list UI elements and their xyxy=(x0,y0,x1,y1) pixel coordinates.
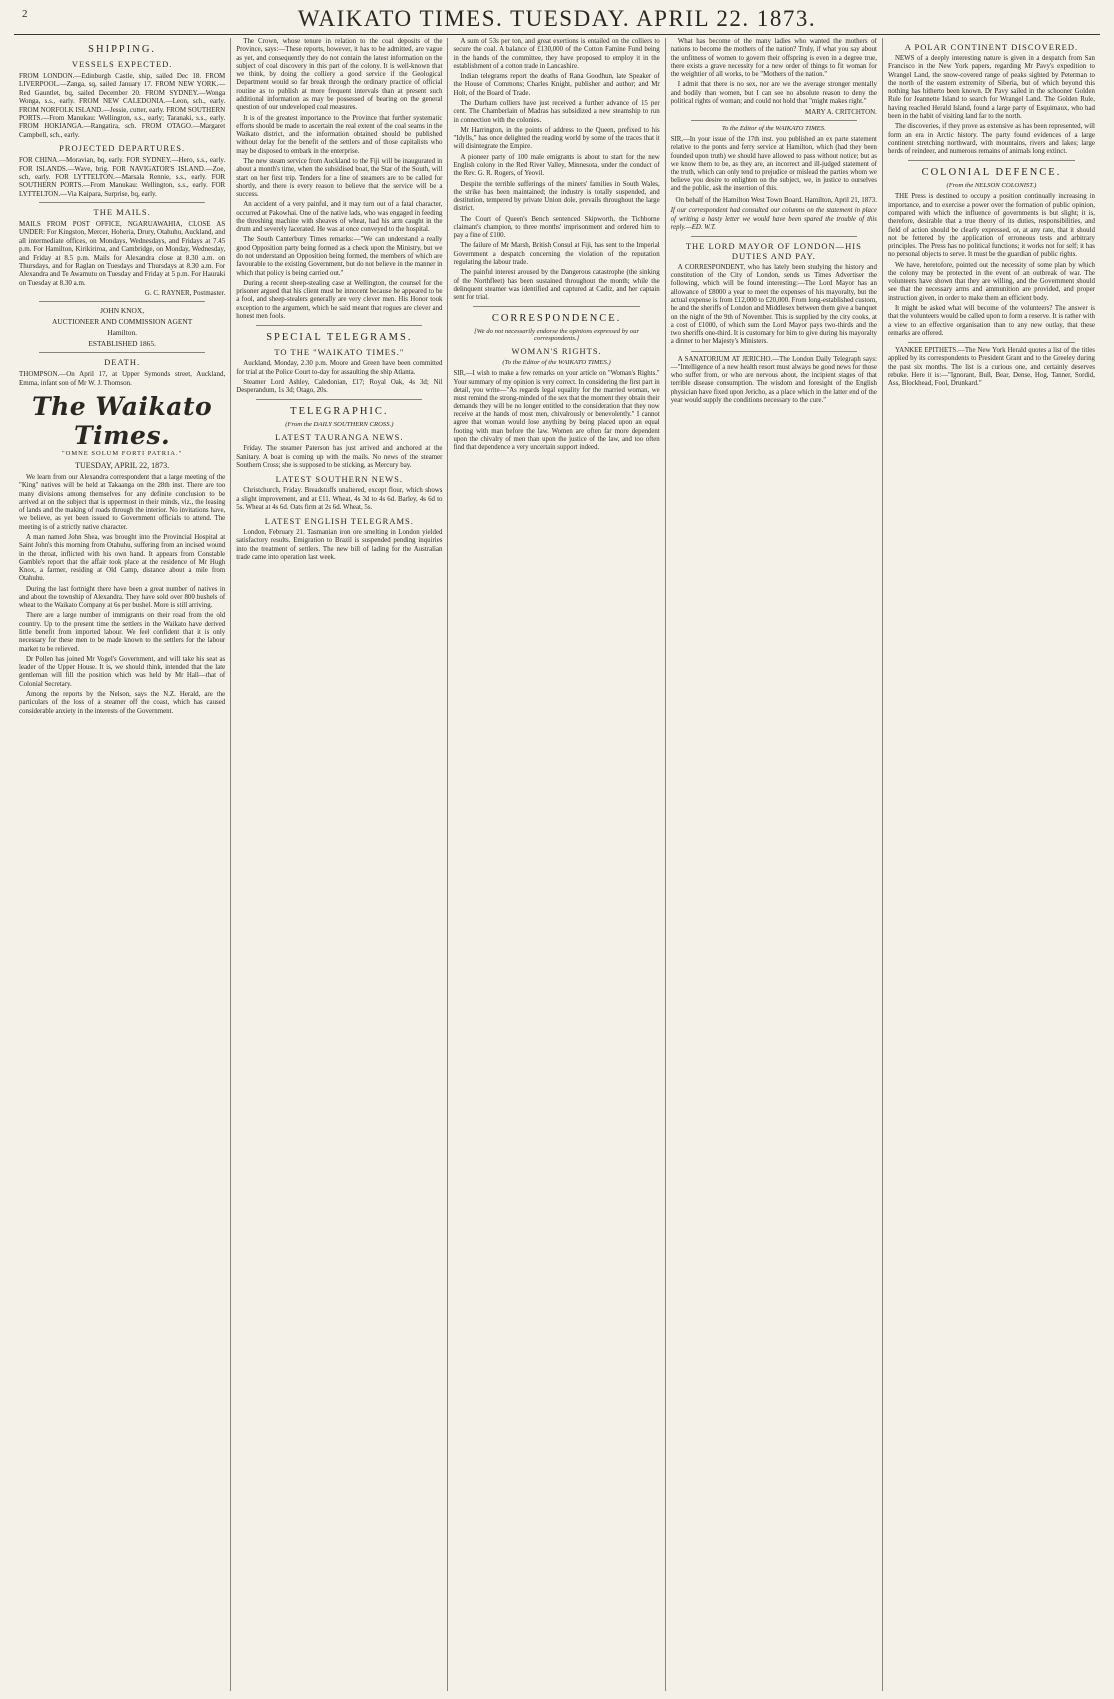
polar-continent-article: NEWS of a deeply interesting nature is given in a despatch from San Francisco in the New York papers, regarding Mr Pavy's expedition to Wrangel Land, the snow-covered range of peaks sighted by Peterman to the north of the eastern extremity of Siberia, but of which beyond this nothing has hitherto been known. Dr Pavy sailed in the schooner Golden Rule for Jeannette Island to search for Wrangel Land. The Golden Rule, having reached Herald Island, found a large party of Esquimaux, who had been in the habit of visiting land far to the north. xyxy=(887,55,1095,120)
southern-news-heading: LATEST SOUTHERN NEWS. xyxy=(275,474,404,485)
yankee-epithets-article: YANKEE EPITHETS.—The New York Herald quotes a list of the titles applied by its correspondents to President Grant and to the Greeley during the past six months. The list is a curious one, and certainly deserves rebuke. Here it is:—"Ignorant, Bull, Bear, Dense, Hog, Tanner, Sordid, Ass, Blockhead, Fool, Drunkard." xyxy=(887,347,1095,388)
article-paragraph: Indian telegrams report the deaths of Rana Goodhun, late Speaker of the House of Commons; Charles Knight, publisher and author; and Mr Holt, of the Board of Trade. xyxy=(453,73,660,97)
tauranga-news-heading: LATEST TAURANGA NEWS. xyxy=(275,432,404,443)
polar-continent-article: The discoveries, if they prove as extensive as has been represented, will form an era in Arctic history. The party found evidences of a large continent stretching northward, with mountains, rivers and lakes; large herds of reindeer, and numerous remains of animals long extinct. xyxy=(887,123,1095,156)
column-5 xyxy=(883,38,1100,1691)
article-paragraph: Dr Pollen has joined Mr Vogel's Government, and will take his seat as leader of the Upper House. It is, we should think, intended that the late gentleman will fill the position which was held by Mr Hall—that of Colonial Secretary. xyxy=(19,655,226,688)
colonial-defence-article: THE Press is destined to occupy a position continually increasing in importance, and to exercise a power over the formation of public opinion, compared with which the influence of governments is but slight; it is, therefore, desirable that a true theory of its duties, responsibilities, and field of action should be clearly expressed, or, at any rate, that it should not be fettered by the application of erroneous tests and arbitrary principles. The Press has no political functions; it works not for self; it has no personal objects to serve. It must be the guardian of public rights. xyxy=(887,193,1095,259)
page-number: 2 xyxy=(22,8,28,20)
letter-addressee: To the Editor of the WAIKATO TIMES. xyxy=(721,125,826,133)
womans-rights-heading: WOMAN'S RIGHTS. xyxy=(511,346,602,357)
death-notice: THOMPSON.—On April 17, at Upper Symonds street, Auckland, Emma, infant son of Mr W. J. Thomson. xyxy=(19,370,226,387)
agent-name: JOHN KNOX, xyxy=(100,306,145,316)
divider xyxy=(691,351,857,352)
paper-date: TUESDAY, APRIL 22, 1873. xyxy=(75,460,170,470)
article-paragraph: What has become of the many ladies who wanted the mothers of nations to become the mothers of the nation? Truly, if what you say about the unfitness of women to govern their offspring is even in a degree true, there exists a grave necessity for a new order of things to fit woman for the weightier of all works, to be "Mothers of the nation." xyxy=(670,38,877,79)
english-telegrams-heading: LATEST ENGLISH TELEGRAMS. xyxy=(264,516,414,527)
agent-established: ESTABLISHED 1865. xyxy=(88,339,156,349)
article-paragraph: A man named John Shea, was brought into the Provincial Hospital at Saint John's this morning from Otahuhu, suffering from an incised wound in the throat, inflicted with his own hand. It appears from Constable Gamble's report that the affair took place at the residence of Mr Hugh Knox, a farmer, residing at Old Camp, distance about a mile from Otahuhu. xyxy=(19,533,226,583)
projected-departures-heading: PROJECTED DEPARTURES. xyxy=(59,143,186,154)
article-paragraph: The South Canterbury Times remarks:—"We can understand a really good Opposition party being formed as a check upon the Ministry, but we do not understand an Opposition being formed, the members of which are favourable to the existing Government, but do not believe in the manner in which that policy is being carried out." xyxy=(236,236,443,277)
death-heading: DEATH. xyxy=(104,357,141,368)
divider xyxy=(908,160,1075,161)
colonial-defence-article: It might be asked what will become of the volunteers? The answer is that the volunteers would be called upon to form a reserve. It is rather with a view to an effective organisation than to any new outlay, that these remarks are offered. xyxy=(887,305,1095,337)
article-paragraph: Mr Harrington, in the points of address to the Queen, prefixed to his "Idylls," has once delighted the reading world by some of the traces that it will disintegrate the Empire. xyxy=(453,126,660,151)
article-paragraph: There are a large number of immigrants on their road from the old country. Up to the present time the settlers in the Waikato have derived little benefit from imported labour. We feel confident that it is only necessary for these men to be made known to the settlers for the labour market to be relieved. xyxy=(19,612,226,653)
southern-news-text: Christchurch, Friday. Breadstuffs unaltered, except flour, which shows a slight improvement, and at £11. Wheat, 4s 3d to 4s 6d. Barley, 4s 6d to 5s. Wheat at 4s 6d. Oats firm at 2s 6d. Wheat, 5s. xyxy=(236,487,443,511)
correspondence-heading: CORRESPONDENCE. xyxy=(491,313,622,325)
article-paragraph: It is of the greatest importance to the Province that further systematic efforts should be made to ascertain the real extent of the coal seams in the Waikato district, and the information obtained should be published without delay for the benefit of the settlers and of those capitalists who may be disposed to embark in the enterprise. xyxy=(236,114,443,155)
column-4 xyxy=(666,38,883,1691)
paper-name: The Waikato Times. xyxy=(32,391,213,450)
article-paragraph: Among the reports by the Nelson, says the N.Z. Herald, are the particulars of the loss of a steamer off the coast, which has caused considerable anxiety in the interests of the Government. xyxy=(19,691,226,715)
article-paragraph: The painful interest aroused by the Dangerous catastrophe (the sinking of the Northfleet) has been sustained throughout the month; while the delinquent steamer was identified and captured at Cadiz, and her captain sent for trial. xyxy=(453,269,660,302)
vessels-expected-heading: VESSELS EXPECTED. xyxy=(71,59,173,69)
divider xyxy=(39,352,205,353)
colonial-defence-source: (From the NELSON COLONIST.) xyxy=(946,182,1037,190)
article-paragraph: The Durham colliers have just received a further advance of 15 per cent. The Chamberlain of Madras has subsidized a new steamship to run in connection with the colonies. xyxy=(453,99,660,124)
divider xyxy=(39,202,205,203)
article-paragraph: The Crown, whose tenure in relation to the coal deposits of the Province, says:—These reports, however, it has to be admitted, are vague as yet, and consequently they do not contain the latest information on the subject of coal discovery in this part of the colony. It is well-known that we think, by doing the colliery a good service if the Geological Department would so far break through the ordinary practice of official routine as to publish at more frequent intervals than at present such additional information as may be possessed of bearing on the general question of our undeveloped coal measures. xyxy=(236,38,443,112)
postmaster-signature: G. C. RAYNER, Postmaster. xyxy=(144,289,226,298)
divider xyxy=(39,301,205,302)
english-telegrams-text: London, February 21. Tasmanian iron ore smelting in London yielded satisfactory results. Emigration to Brazil is suspended pending inquiries into the treatment of settlers. The new bill of lading for the Australian trade came into operation last week. xyxy=(236,529,443,561)
divider xyxy=(256,399,422,400)
column-3 xyxy=(448,38,665,1691)
ferry-letter-signature: On behalf of the Hamilton West Town Board. Hamilton, April 21, 1873. xyxy=(675,196,877,205)
article-paragraph: A sum of 53s per ton, and great exertions is entailed on the colliers to secure the coal. A balance of £130,000 of the Cotton Famine Fund being in the hands of the committee, they have proposed to employ it in the establishment of a cotton trade in Lancashire. xyxy=(453,38,660,70)
telegram-item: Auckland, Monday, 2.30 p.m. Moore and Green have been committed for trial at the Police Court to-day for assaulting the ship Atlanta. xyxy=(236,360,443,376)
telegram-item: Steamer Lord Ashley, Caledonian, £17; Royal Oak, 4s 3d; Nil Desperandum, 1s 3d; Otago, 20s. xyxy=(236,378,443,395)
divider xyxy=(256,325,422,326)
colonial-defence-heading: COLONIAL DEFENCE. xyxy=(921,167,1062,179)
polar-continent-heading: A POLAR CONTINENT DISCOVERED. xyxy=(904,42,1079,52)
shipping-heading: SHIPPING. xyxy=(88,44,157,55)
vessels-expected-list: FROM LONDON.—Edinburgh Castle, ship, sailed Dec 18. FROM LIVERPOOL.—Zanga, sq, sailed January 17. FROM NEW YORK.—Red Gauntlet, bq, sailed December 20. FROM SYDNEY.—Wonga Wonga, s.s., early. FROM NEW CALEDONIA.—Leon, sch., early. FROM NORFOLK ISLAND.—Jessie, cutter, early. FROM SOUTHERN PORTS.—From Manukau: Wellington, s.s., early; Taranaki, s.s., early. FROM HOKIANGA.—Rangatira, sch. FROM OTAGO.—Margaret Campbell, sch., early. xyxy=(19,72,226,139)
mails-text: MAILS FROM POST OFFICE, NGARUAWAHIA, CLOSE AS UNDER: For Kingston, Mercer, Hoheria, Drury, Otahuhu, Auckland, and all intermediate offices, on Mondays, Wednesdays, and Fridays at 7.45 p.m. For Hamilton, Kirikiriroa, and Cambridge, on Monday, Wednesday, and Friday at 8.5 p.m. Mails for Alexandra close at 8.30 a.m. on Thursdays, and for Raglan on Tuesdays and Thursdays at 8.30 a.m. For Alexandra and Te Awamutu on Tuesday and Friday at 5 p.m. For Hauraki on Tuesday at 8.30 a.m. xyxy=(19,220,226,287)
editor-footnote: If our correspondent had consulted our columns on the statement in place of writing a hasty letter we would have been spared the trouble of this reply.—ED. W.T. xyxy=(670,207,877,231)
lord-mayor-heading: THE LORD MAYOR OF LONDON—HIS DUTIES AND PAY. xyxy=(685,240,862,261)
letter-signature: MARY A. CRITCHTON. xyxy=(804,108,877,117)
columns xyxy=(14,38,1100,1691)
paper-title-block xyxy=(19,392,225,470)
column-1 xyxy=(14,38,231,1691)
article-paragraph: The failure of Mr Marsh, British Consul at Fiji, has sent to the Imperial Government a despatch concerning the violation of the reputation regulating the labour trade. xyxy=(453,242,660,267)
masthead-rule xyxy=(14,34,1100,35)
sanatorium-article: A SANATORIUM AT JERICHO.—The London Daily Telegraph says:—"Intelligence of a new health resort must always be good news for those who suffer from, or who are nervous about, the incipient stages of that terrible disease consumption. The wisdom and foresight of the English physician have fixed upon Jericho, as a place which in the latter end of the year would supply the conditions necessary to the cure." xyxy=(670,355,877,405)
column-2 xyxy=(231,38,448,1691)
mails-heading: THE MAILS. xyxy=(93,207,151,218)
tauranga-news-text: Friday. The steamer Paterson has just arrived and anchored at the Sanitary. A boat is coming up with the mails. No news of the steamer Southern Cross; she is supposed to be sticking, as Mercury bay. xyxy=(236,445,443,469)
ferry-letter: SIR,—In your issue of the 17th inst. you published an ex parte statement relative to the ponts and ferry service at Hamilton, which (had they been founded upon truth) we should have allowed to pass without notice; but as we know them to be, as they are, an incorrect and ill-judged statement of the truth, which can only tend to prejudice or mislead the parties whom we believe you desire to enlighten on the subject, we, in justice to ourselves and the public, ask the insertion of this. xyxy=(670,136,877,193)
special-telegrams-heading: SPECIAL TELEGRAMS. xyxy=(266,332,413,344)
article-paragraph: I admit that there is no sex, nor are we the average stronger mentally and bodily than women, but I can see no absolute reason to deny the political rights of woman; and could not hold that "might makes right." xyxy=(670,81,877,105)
article-paragraph: The Court of Queen's Bench sentenced Skipworth, the Tichborne claimant's champion, to three months' imprisonment and ordered him to pay a fine of £100. xyxy=(453,215,660,240)
masthead: WAIKATO TIMES. TUESDAY. APRIL 22. 1873. xyxy=(297,6,817,31)
divider xyxy=(691,236,857,237)
paper-motto: "OMNE SOLUM FORTI PATRIA." xyxy=(61,449,183,457)
article-paragraph: During the last fortnight there have been a great number of natives in and about the township of Alexandra. They have sold over 800 bushels of wheat to the Waikato Company at 6s per bushel. More is still arriving. xyxy=(19,585,226,610)
agent-title: AUCTIONEER AND COMMISSION AGENT xyxy=(52,317,193,327)
article-paragraph: Despite the terrible sufferings of the miners' families in South Wales, the strike has been maintained; the industry is totally suspended, and destitution, tempered by private Union dole, prevails throughout the large district. xyxy=(453,180,660,213)
article-paragraph: We learn from our Alexandra correspondent that a large meeting of the "King" natives will be held at Takaanga on the 28th inst. There are too many divisions among themselves for any definite conclusion to be arrived at on the subject that is uppermost in their minds, viz., the leasing of lands and the making of roads through the interior. No invitations have, we believe, as yet been issued to Government officials to attend. The meeting is of a strictly native character. xyxy=(19,473,226,531)
agent-place: Hamilton. xyxy=(107,328,137,338)
colonial-defence-article: We have, heretofore, pointed out the necessity of some plan by which the colony may be protected in the event of an outbreak of war. The volunteers have shown that they are willing, and the Government should see that the necessary arms and ammunition are provided, and proper instruction given, in order to make them an efficient body. xyxy=(887,261,1095,302)
telegraphic-heading: TELEGRAPHIC. xyxy=(290,406,389,418)
article-paragraph: During a recent sheep-stealing case at Wellington, the counsel for the prisoner argued that his client must be innocent because he appeared to be a fool, and sheep-stealers generally are very clever men. His Honor took exception to the argument, which he said meant that rogues are clever and honest men fools. xyxy=(236,279,443,320)
article-paragraph: An accident of a very painful, and it may turn out of a fatal character, occurred at Pakowhai. One of the native lads, who was engaged in feeding the threshing machine with sheaves of wheat, had his arm caught in the drum and severely lacerated. He was at once conveyed to the hospital. xyxy=(236,201,443,234)
correspondence-note: [We do not necessarily endorse the opinions expressed by our correspondents.] xyxy=(474,328,640,343)
article-paragraph: A pioneer party of 100 male emigrants is about to start for the new English colony in the Red River Valley, Minnesota, under the conduct of the Rev. G. R. Rogers, of Yeovil. xyxy=(453,153,660,178)
lord-mayor-article: A CORRESPONDENT, who has lately been studying the history and constitution of the City of London, sends us Times Advertiser the following, which will be found interesting:—The Lord Mayor has an allowance of £8000 a year to meet the expenses of his mayoralty, but the actual expense is from £12,000 to £20,000. From long-established custom, he and the sheriffs of London and Middlesex between them give a banquet on the night of the 9th of November. This is supplied by the city cooks, at a cost of £1000, of which sum the Lord Mayor pays two-thirds and the two sheriffs one-third. It is customary for him to give during his mayoralty a dinner to her Majesty's Ministers. xyxy=(670,263,877,346)
telegraphic-source: (From the DAILY SOUTHERN CROSS.) xyxy=(285,421,394,429)
divider xyxy=(908,342,1075,343)
womans-rights-letter: SIR,—I wish to make a few remarks on your article on "Woman's Rights." Your summary of my opinion is very correct. In considering the first part in detail, you write—"As regards legal equality for the married woman, we must remind the strong-minded of the sex that the moment they obtain their demands they will be no longer entitled to the consideration that they now receive at the hands of most men, chivalrously or benevolently." I cannot agree that woman would lose anything by being placed upon an equal footing with man before the law. Women are often far more dependent upon the chivalry of men than upon the justice of the law, and too often find that dependence a very uncertain support indeed. xyxy=(453,370,660,451)
womans-rights-addressee: (To the Editor of the WAIKATO TIMES.) xyxy=(502,359,611,367)
article-paragraph: The new steam service from Auckland to the Fiji will be inaugurated in about a month's time, when the subsidised boat, the Star of the South, will start on her first trip. Tenders for a line of steamers are to be called for shortly, and there is every reason to believe that the service will be a success. xyxy=(236,157,443,199)
divider xyxy=(473,306,639,307)
special-telegrams-subheading: TO THE "WAIKATO TIMES." xyxy=(274,347,405,358)
projected-departures-list: FOR CHINA.—Moravian, bq, early. FOR SYDNEY.—Hero, s.s., early. FOR ISLANDS.—Wave, brig. FOR NAVIGATOR'S ISLAND.—Zoe, sch, early. FOR LYTTELTON.—Marsala Rennie, s.s., early. FOR SOUTHERN PORTS.—From Manukau: Wellington, s.s., early. FOR LYTTELTON.—Via Kaipara, Surprise, bq, early. xyxy=(19,156,226,198)
divider xyxy=(691,120,857,121)
